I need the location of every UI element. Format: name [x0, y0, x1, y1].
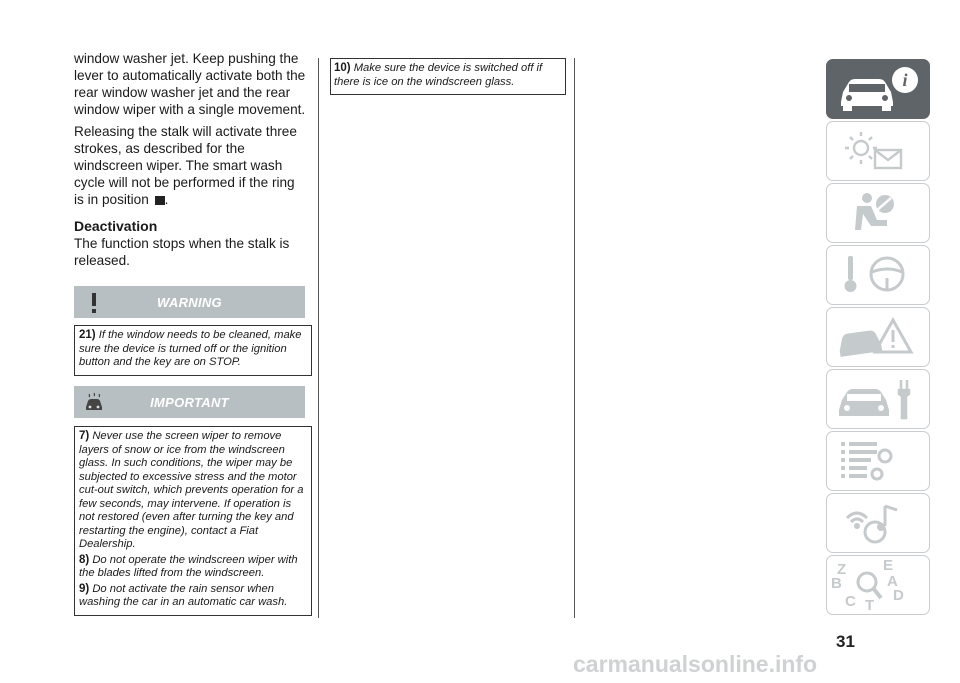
svg-text:Z: Z	[837, 561, 847, 578]
watermark: carmanualsonline.info	[573, 651, 818, 677]
warning-header	[74, 286, 305, 318]
page-number: 31	[836, 632, 855, 651]
car-info-icon	[827, 60, 929, 118]
svg-text:B: B	[831, 575, 842, 592]
note-7: 7) Never use the screen wiper to remove layers of snow or ice from the windscreen glass. In such conditions, the wiper may be subjected to excessive stress and the motor cut-out switch, which prevents operation for a few seconds, may intervene. If operation is not restored (even after turning the key and restarting the engine), contact a Fiat Dealership.	[79, 430, 304, 550]
note-9: 9) Do not activate the rain sensor when washing the car in an automatic car wash.	[79, 582, 288, 608]
tab-starting-driving[interactable]	[826, 245, 930, 305]
svg-text:D: D	[893, 587, 904, 604]
warning-lights-icon	[827, 122, 929, 180]
svg-text:A: A	[887, 573, 898, 590]
multimedia-icon	[827, 494, 929, 552]
tab-emergency[interactable]	[826, 307, 930, 367]
car-maintenance-icon	[827, 370, 929, 428]
index-icon	[827, 556, 929, 614]
important-title: IMPORTANT	[150, 395, 229, 410]
svg-text:i: i	[902, 70, 908, 90]
important-notes	[74, 426, 312, 616]
important-header	[74, 386, 305, 418]
note-10-box	[330, 58, 566, 95]
paragraph-releasing: Releasing the stalk will activate three strokes, as described for the windscreen wiper. The smart wash cycle will not be performed if the ring is in position .	[74, 124, 297, 207]
tab-technical-data[interactable]	[826, 431, 930, 491]
note-21: 21) If the window needs to be cleaned, make sure the device is turned off or the ignition button and the key are on STOP.	[79, 329, 302, 368]
technical-data-icon	[827, 432, 929, 490]
tab-warning-lights[interactable]	[826, 121, 930, 181]
tab-index[interactable]	[826, 555, 930, 615]
key-steering-wheel-icon	[827, 246, 929, 304]
column-divider-right	[574, 58, 575, 618]
svg-text:T: T	[865, 597, 875, 614]
emergency-triangle-icon	[827, 308, 929, 366]
main-text-column	[74, 50, 306, 274]
svg-text:C: C	[845, 593, 856, 610]
svg-text:E: E	[883, 557, 894, 574]
paragraph-washer: window washer jet. Keep pushing the lever to automatically activate both the rear window washer jet and the rear window wiper with a single movement.	[74, 51, 306, 117]
warning-title: WARNING	[157, 295, 222, 310]
note-8: 8) Do not operate the windscreen wiper with the blades lifted from the windscreen.	[79, 553, 298, 579]
airbag-seat-icon	[827, 184, 929, 242]
note-10: 10) Make sure the device is switched off if there is ice on the windscreen glass.	[334, 62, 543, 88]
tab-maintenance[interactable]	[826, 369, 930, 429]
paragraph-deactivation: The function stops when the stalk is released.	[74, 236, 290, 268]
tab-safety[interactable]	[826, 183, 930, 243]
warning-notes	[74, 325, 312, 376]
tab-car-info[interactable]	[826, 59, 930, 119]
heading-deactivation: Deactivation	[74, 218, 158, 234]
column-divider-left	[318, 58, 319, 618]
ring-position-symbol	[155, 196, 165, 205]
tab-multimedia[interactable]	[826, 493, 930, 553]
